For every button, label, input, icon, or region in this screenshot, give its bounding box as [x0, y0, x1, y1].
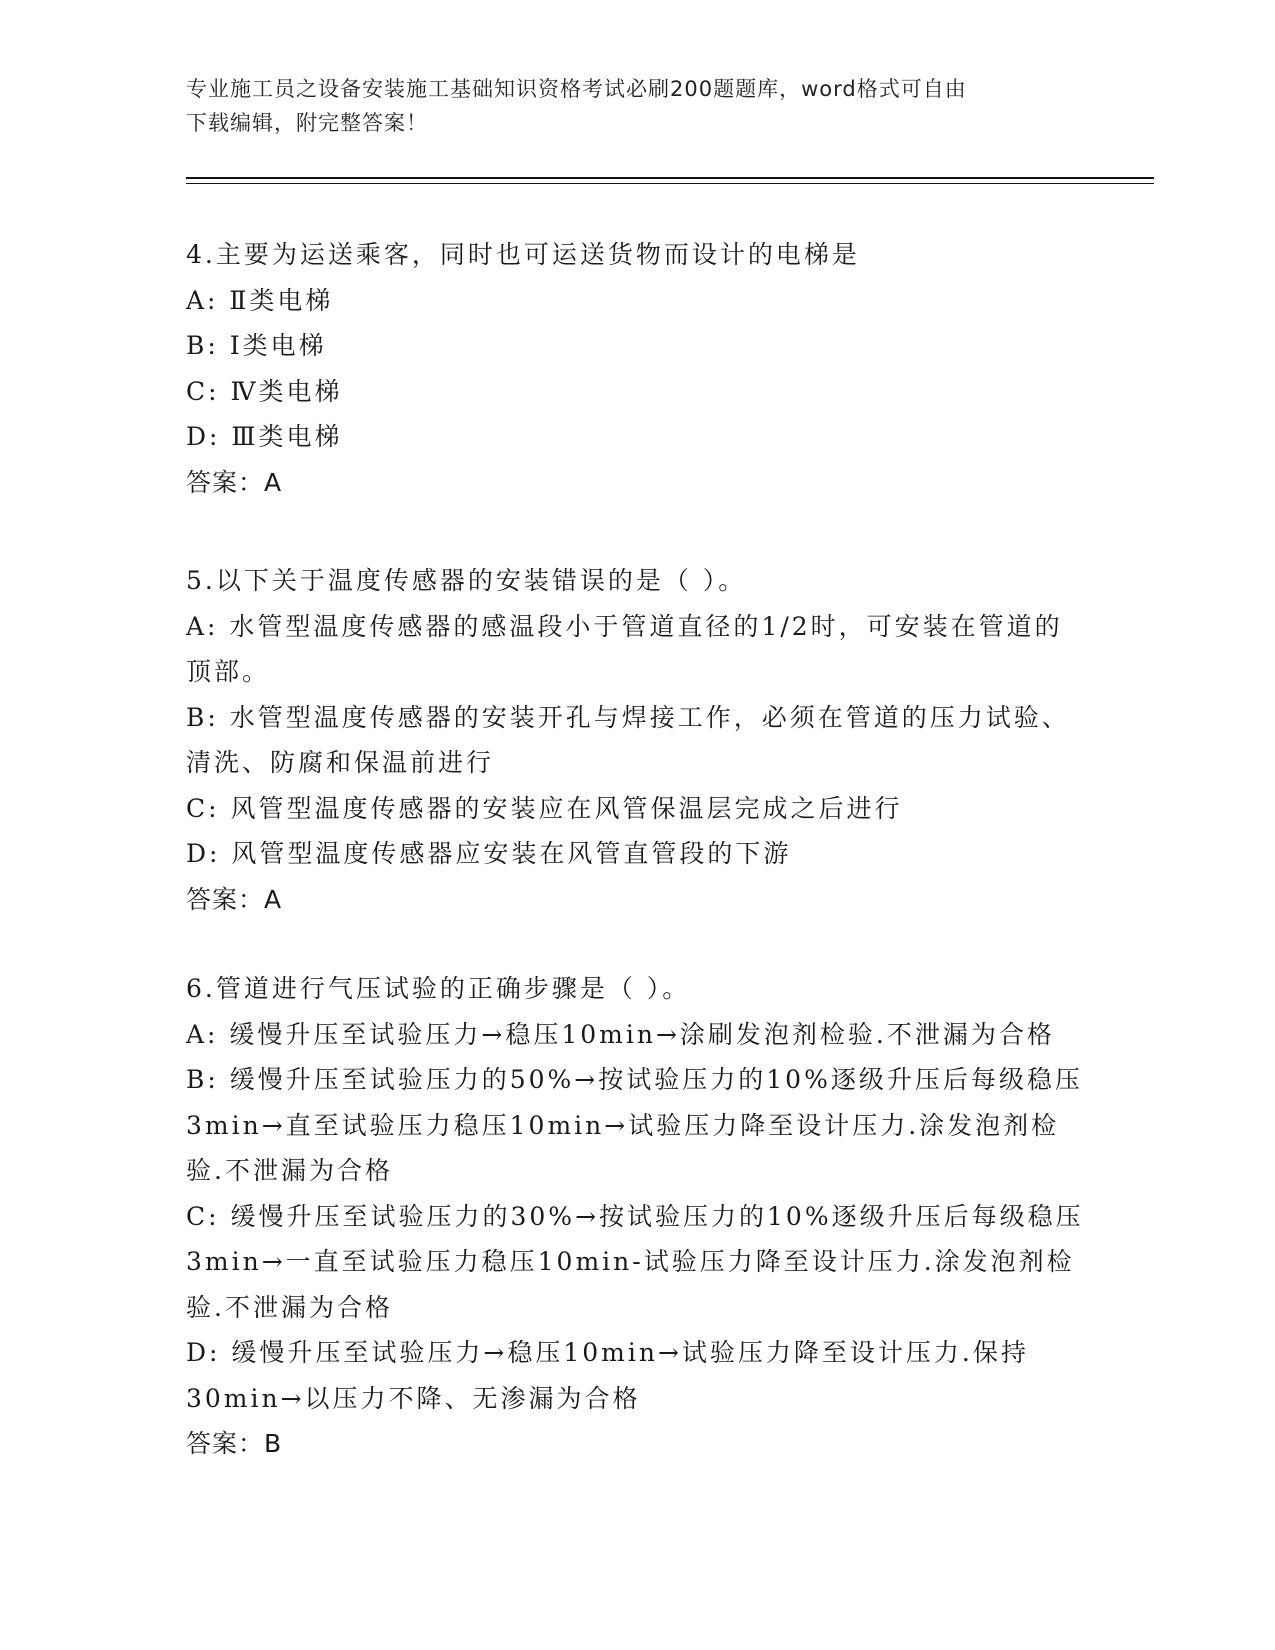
option-a: A: 缓慢升压至试验压力→稳压10min→涂刷发泡剂检验.不泄漏为合格: [186, 1019, 1055, 1049]
option-d: D: 缓慢升压至试验压力→稳压10min→试验压力降至设计压力.保持30min→以压力不降、无渗漏为合格: [186, 1338, 1029, 1413]
option-c: C: 缓慢升压至试验压力的30%→按试验压力的10%逐级升压后每级稳压3min→一直至试验压力稳压10min-试验压力降至设计压力.涂发泡剂检验.不泄漏为合格: [186, 1201, 1084, 1322]
question-5: [186, 558, 1086, 922]
option-a: A: Ⅱ类电梯: [186, 285, 334, 315]
option-d: D: Ⅲ类电梯: [186, 422, 343, 451]
option-b: B: Ⅰ类电梯: [186, 331, 327, 360]
question-stem: 5.以下关于温度传感器的安装错误的是（ ）。: [186, 566, 747, 595]
option-d: D: 风管型温度传感器应安装在风管直管段的下游: [186, 839, 792, 868]
answer-label: 答案：B: [186, 1429, 283, 1458]
option-b: B: 水管型温度传感器的安装开孔与焊接工作，必须在管道的压力试验、清洗、防腐和保温前进行: [186, 702, 1070, 777]
answer-label: 答案：A: [186, 467, 283, 497]
header-divider-thin: [186, 183, 1154, 184]
option-a: A: 水管型温度传感器的感温段小于管道直径的1/2时，可安装在管道的顶部。: [186, 611, 1063, 686]
question-stem: 4.主要为运送乘客，同时也可运送货物而设计的电梯是: [186, 240, 860, 269]
header-line-2: 下载编辑，附完整答案！: [186, 111, 428, 135]
answer-label: 答案：A: [186, 884, 283, 914]
option-b: B: 缓慢升压至试验压力的50%→按试验压力的10%逐级升压后每级稳压3min→直至试验压力稳压10min→试验压力降至设计压力.涂发泡剂检验.不泄漏为合格: [186, 1065, 1083, 1185]
header-line-1: 专业施工员之设备安装施工基础知识资格考试必刷200题题库，word格式可自由: [186, 77, 967, 101]
question-stem: 6.管道进行气压试验的正确步骤是（ ）。: [186, 974, 691, 1003]
question-4: [186, 232, 1086, 505]
question-6: [186, 966, 1086, 1467]
option-c: C: 风管型温度传感器的安装应在风管保温层完成之后进行: [186, 793, 903, 823]
option-c: C: Ⅳ类电梯: [186, 376, 343, 406]
header-divider-thick: [186, 177, 1154, 179]
document-header: [186, 72, 1066, 140]
